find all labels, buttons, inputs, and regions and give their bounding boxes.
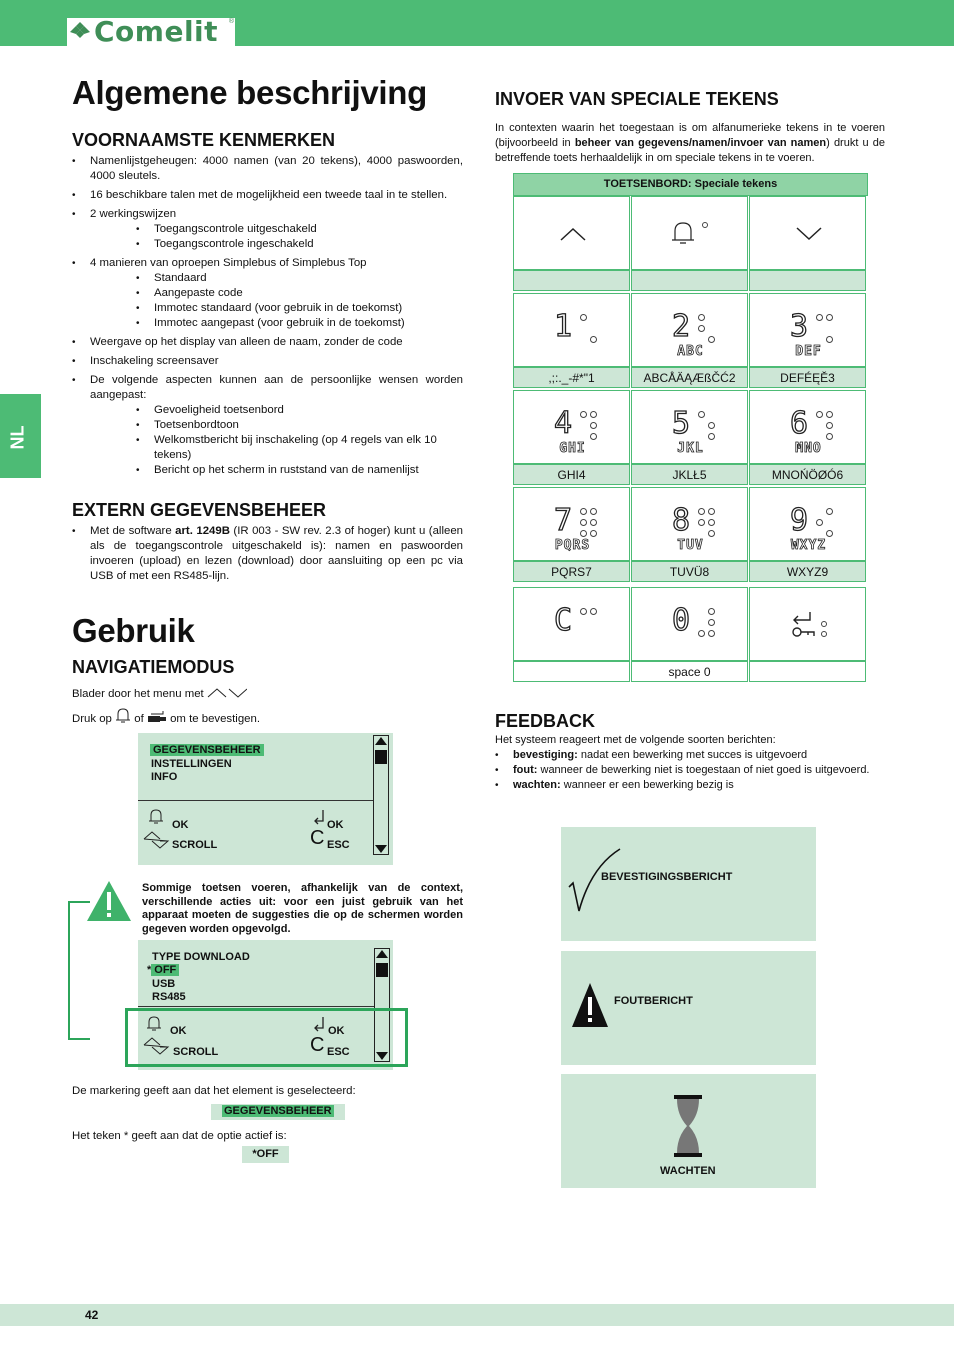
- menu-item-selected[interactable]: OFF: [151, 964, 179, 976]
- active-star: *: [147, 964, 152, 976]
- wait-label: WACHTEN: [660, 1165, 716, 1177]
- key-letters: MNO: [795, 441, 822, 456]
- extern-heading: EXTERN GEGEVENSBEHEER: [72, 500, 327, 520]
- key-letters: JKL: [677, 441, 704, 456]
- key-special-chars: [513, 661, 630, 682]
- feature-subitem: • Toegangscontrole ingeschakeld: [136, 237, 463, 252]
- nav-line1-text: Blader door het menu met: [72, 688, 204, 700]
- key-special-chars: TUVÜ8: [631, 561, 748, 582]
- menu-item-selected[interactable]: GEGEVENSBEHEER: [150, 744, 264, 756]
- braille-dot: [708, 519, 715, 526]
- key-letters: GHI: [559, 441, 586, 456]
- mark-sample-box: [211, 1104, 345, 1120]
- braille-dot: [580, 519, 587, 526]
- divider: [138, 800, 374, 801]
- braille-dot: [590, 422, 597, 429]
- feature-item: [72, 188, 463, 203]
- mark-sample: GEGEVENSBEHEER: [224, 1105, 332, 1117]
- keypad-key: [513, 587, 630, 661]
- key-letters: WXYZ: [790, 538, 827, 553]
- nav-line2-post: om te bevestigen.: [170, 713, 260, 725]
- feature-subitem: • Toegangscontrole uitgeschakeld: [136, 222, 463, 237]
- braille-dot: [826, 336, 833, 343]
- chevron-down-icon: [750, 197, 867, 271]
- chevron-up-icon: [514, 197, 631, 271]
- nav-heading: NAVIGATIEMODUS: [72, 657, 235, 677]
- key-letters: ABC: [677, 344, 704, 359]
- scrollbar[interactable]: [373, 735, 389, 855]
- key-digit: C: [554, 603, 573, 638]
- feedback-item: [495, 778, 895, 793]
- feedback-item-type: bevestiging:: [513, 749, 578, 761]
- keypad-key: [631, 587, 748, 661]
- braille-dot: [580, 608, 587, 615]
- bell-icon: [115, 707, 131, 724]
- extern-text: Met de software: [90, 525, 176, 537]
- feedback-item-text: wanneer er een bewerking bezig is: [560, 779, 734, 791]
- braille-dot: [708, 530, 715, 537]
- key-letters: PQRS: [554, 538, 591, 553]
- menu-item[interactable]: INFO: [151, 771, 178, 783]
- key-digit: 2: [672, 309, 691, 344]
- key-letters: TUV: [677, 538, 704, 553]
- braille-dot: [698, 325, 705, 332]
- feature-subitem: • Immotec standaard (voor gebruik in de toekomst): [136, 301, 463, 316]
- special-text-pre: In contexten waarin het toegestaan is om alfanumerieke tekens in te voeren (bijvoorbeeld in: [495, 122, 885, 149]
- braille-dot: [698, 508, 705, 515]
- braille-dot: [698, 314, 705, 321]
- feature-item: [72, 256, 463, 331]
- page-title: Algemene beschrijving: [72, 74, 427, 111]
- key-special-chars: ABCÅÄĄÆßČĆ2: [631, 367, 748, 388]
- star-sample: *OFF: [242, 1146, 289, 1163]
- key-special-chars: [513, 270, 630, 291]
- key-digit: 6: [790, 406, 809, 441]
- nav-line2-of: of: [134, 713, 144, 725]
- feedback-item-text: nadat een bewerking met succes is uitgevoerd: [577, 749, 808, 761]
- feature-item: [72, 154, 463, 184]
- feedback-intro: Het systeem reageert met de volgende soorten berichten:: [495, 734, 776, 746]
- braille-dot: [580, 508, 587, 515]
- warning-icon: [571, 982, 609, 1028]
- key-special-chars: space 0: [631, 661, 748, 682]
- scroll-arrows-icon: [207, 686, 247, 698]
- feedback-item: [495, 748, 895, 763]
- braille-dot: [708, 630, 715, 637]
- braille-dot: [826, 422, 833, 429]
- feature-text: Inschakeling screensaver: [90, 355, 219, 367]
- wait-message-panel: [561, 1074, 816, 1188]
- braille-dot: [816, 519, 823, 526]
- keypad-key: [749, 196, 866, 270]
- confirm-message-panel: [561, 827, 816, 941]
- braille-dot: [580, 530, 587, 537]
- special-text-post: ) drukt u de betreffende toets herhaaldelijk in om speciale tekens in te voeren.: [495, 137, 886, 164]
- braille-dot: [698, 630, 705, 637]
- keypad-key: [631, 487, 748, 561]
- braille-dot: [590, 530, 597, 537]
- feature-subitem: • Standaard: [136, 271, 463, 286]
- softkey-ok-right: OK: [328, 1025, 345, 1037]
- key-special-chars: PQRS7: [513, 561, 630, 582]
- c-key-icon: C: [310, 1034, 325, 1056]
- nav-line1: [72, 686, 247, 702]
- braille-dot: [590, 519, 597, 526]
- key-digit: 8: [672, 503, 691, 538]
- divider: [138, 1006, 374, 1007]
- nav-line2-pre: Druk op: [72, 713, 112, 725]
- feature-text: 4 manieren van oproepen Simplebus of Simplebus Top: [90, 257, 367, 269]
- comelit-mark-icon: [70, 22, 90, 42]
- features-list: [72, 154, 463, 482]
- braille-dot: [826, 433, 833, 440]
- star-explanation: Het teken * geeft aan dat de optie actief is:: [72, 1130, 287, 1142]
- braille-dot: [708, 619, 715, 626]
- extern-text-rest: (IR 003 - SW rev. 2.3 of hoger) kunt u (alleen als de toegangscontrole uitgeschakeld is): namen en paswoorden invoeren (upload) en lezen (download) door aansluiting op een pc via USB of met een RS485-lijn.: [90, 525, 464, 582]
- extern-list: [72, 524, 463, 588]
- mark-explanation: De markering geeft aan dat het element is geselecteerd:: [72, 1085, 356, 1097]
- feature-subitem: • Gevoeligheid toetsenbord: [136, 403, 463, 418]
- feature-subitem: • Aangepaste code: [136, 286, 463, 301]
- feedback-item: [495, 763, 895, 778]
- feedback-item-text: wanneer de bewerking niet is toegestaan of niet goed is uitgevoerd.: [537, 764, 870, 776]
- key-special-chars: GHI4: [513, 464, 630, 485]
- keypad-key: [749, 487, 866, 561]
- braille-dot: [590, 608, 597, 615]
- confirm-label: BEVESTIGINGSBERICHT: [601, 871, 733, 883]
- braille-dot: [590, 508, 597, 515]
- key-digit: 3: [790, 309, 809, 344]
- list-item: [72, 524, 463, 584]
- key-special-chars: DEFÉĘĚ3: [749, 367, 866, 388]
- feedback-item-type: fout:: [513, 764, 538, 776]
- feature-subitem: • Welkomstbericht bij inschakeling (op 4 regels van elk 10 tekens): [136, 433, 463, 463]
- keypad-key: [513, 293, 630, 367]
- menu-item[interactable]: RS485: [152, 991, 186, 1003]
- warning-connector: [68, 901, 90, 1040]
- nav-line2: [72, 707, 260, 727]
- error-message-panel: [561, 951, 816, 1065]
- keypad-key: [631, 293, 748, 367]
- gebruik-title: Gebruik: [72, 612, 195, 649]
- key-special-chars: JKLŁ5: [631, 464, 748, 485]
- keypad-key: [513, 196, 630, 270]
- menu-item[interactable]: USB: [152, 978, 176, 990]
- key-digit: 0: [672, 603, 691, 638]
- feature-item: [72, 335, 463, 350]
- key-icon: [147, 710, 167, 724]
- braille-dot: [708, 433, 715, 440]
- braille-dot: [590, 336, 597, 343]
- highlight-frame: [125, 1008, 408, 1067]
- enter-icon: [313, 809, 327, 825]
- feature-text: Namenlijstgeheugen: 4000 namen (van 20 tekens), 4000 paswoorden, 4000 sleutels.: [90, 155, 463, 182]
- extern-article: art. 1249B: [175, 525, 230, 537]
- feedback-item-type: wachten:: [513, 779, 561, 791]
- braille-dot: [698, 519, 705, 526]
- feature-item: [72, 354, 463, 369]
- page-number: 42: [85, 1308, 99, 1322]
- feature-text: 16 beschikbare talen met de mogelijkheid een tweede taal in te stellen.: [90, 189, 448, 201]
- key-letters: DEF: [795, 344, 822, 359]
- key-digit: 7: [554, 503, 573, 538]
- braille-dot: [826, 314, 833, 321]
- braille-dot: [826, 530, 833, 537]
- braille-dot: [826, 508, 833, 515]
- braille-dot: [816, 314, 823, 321]
- softkey-scroll: SCROLL: [172, 839, 218, 851]
- registered-mark: ®: [228, 18, 234, 25]
- hourglass-icon: [673, 1095, 703, 1157]
- warning-icon: [86, 880, 132, 922]
- features-heading: VOORNAAMSTE KENMERKEN: [72, 130, 336, 150]
- keypad-key: [631, 196, 748, 270]
- key-digit: 5: [672, 406, 691, 441]
- language-tab: [0, 394, 41, 478]
- special-heading: INVOER VAN SPECIALE TEKENS: [495, 89, 779, 109]
- key-special-chars: ,;:._-#*"1: [513, 367, 630, 388]
- braille-dot: [580, 314, 587, 321]
- softkey-ok-right: OK: [327, 819, 344, 831]
- key-digit: 1: [554, 309, 573, 344]
- keypad-key: [749, 587, 866, 661]
- menu-item[interactable]: INSTELLINGEN: [151, 758, 232, 770]
- special-text-bold: beheer van gegevens/namen/invoer van namen: [574, 137, 827, 149]
- c-key-icon: C: [310, 827, 325, 849]
- softkey-ok-left: OK: [170, 1025, 187, 1037]
- warning-text: Sommige toetsen voeren, afhankelijk van de context, verschillende acties uit: voor een juist gebruik van het apparaat moeten de suggesties die op de schermen worden gegeven worden opgevolgd.: [142, 882, 463, 935]
- key-digit: 4: [554, 406, 573, 441]
- softkey-esc: ESC: [327, 839, 350, 851]
- braille-dot: [708, 608, 715, 615]
- keypad-key: [749, 390, 866, 464]
- feature-subitem: • Immotec aangepast (voor gebruik in de toekomst): [136, 316, 463, 331]
- special-text: [495, 121, 885, 166]
- language-tab-label: NL: [7, 425, 28, 450]
- keypad-header: TOETSENBORD: Speciale tekens: [513, 173, 868, 196]
- key-special-chars: MNOŃÖØÓ6: [749, 464, 866, 485]
- braille-dot: [708, 422, 715, 429]
- menu-title: TYPE DOWNLOAD: [152, 951, 250, 963]
- comelit-logo: [67, 15, 235, 48]
- braille-dot: [708, 508, 715, 515]
- softkey-esc: ESC: [327, 1046, 350, 1058]
- keypad-key: [631, 390, 748, 464]
- braille-dot: [698, 411, 705, 418]
- softkey-ok-left: OK: [172, 819, 189, 831]
- braille-dot: [708, 336, 715, 343]
- braille-dot: [590, 411, 597, 418]
- key-special-chars: [749, 661, 866, 682]
- braille-dot: [826, 411, 833, 418]
- feature-item: [72, 207, 463, 252]
- feature-text: 2 werkingswijzen: [90, 208, 177, 220]
- keypad-key: [513, 390, 630, 464]
- footer-bar: [0, 1304, 954, 1326]
- keypad-key: [513, 487, 630, 561]
- feature-subitem: • Toetsenbordtoon: [136, 418, 463, 433]
- key-digit: 9: [790, 503, 809, 538]
- key-special-chars: [631, 270, 748, 291]
- feature-text: Weergave op het display van alleen de naam, zonder de code: [90, 336, 403, 348]
- logo-text: Comelit: [94, 15, 219, 48]
- braille-dot: [816, 411, 823, 418]
- feedback-list: [495, 748, 895, 793]
- error-label: FOUTBERICHT: [614, 995, 693, 1007]
- feature-subitem: • Bericht op het scherm in ruststand van de namenlijst: [136, 463, 463, 478]
- lcd-screen-menu: [138, 733, 393, 865]
- scroll-icon: [142, 831, 170, 849]
- softkey-scroll: SCROLL: [173, 1046, 219, 1058]
- keypad-key: [749, 293, 866, 367]
- bell-icon: [632, 197, 749, 271]
- feature-text: De volgende aspecten kunnen aan de persoonlijke wensen worden aangepast:: [90, 374, 463, 401]
- key-special-chars: WXYZ9: [749, 561, 866, 582]
- feature-item: [72, 373, 463, 478]
- enter-key-icon: [750, 588, 867, 662]
- feedback-heading: FEEDBACK: [495, 711, 596, 731]
- braille-dot: [580, 411, 587, 418]
- key-special-chars: [749, 270, 866, 291]
- bell-icon: [148, 809, 164, 825]
- braille-dot: [590, 433, 597, 440]
